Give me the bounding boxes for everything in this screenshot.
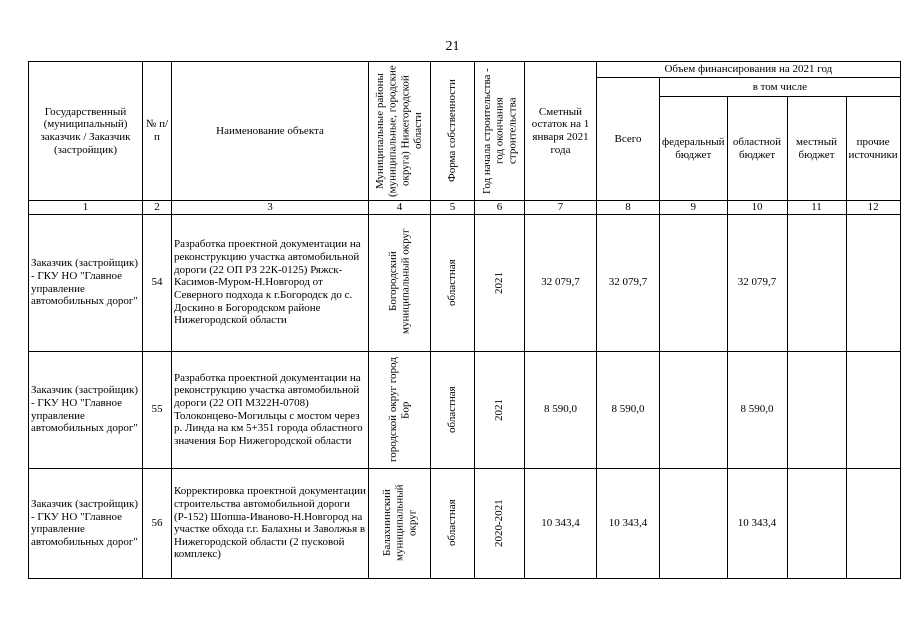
column-number-row [29, 201, 901, 215]
row-ownership: областная [431, 214, 475, 351]
header-regional: областной бюджет [727, 97, 787, 201]
row-federal [660, 351, 728, 468]
row-num: 54 [143, 214, 172, 351]
header-years: Год начала строительства - год окончания строительства [475, 62, 525, 201]
page-number: 21 [445, 39, 460, 54]
row-estimate: 32 079,7 [525, 214, 597, 351]
row-estimate: 8 590,0 [525, 351, 597, 468]
header-total: Всего [597, 78, 660, 201]
row-local [787, 468, 846, 578]
header-federal: федеральный бюджет [660, 97, 728, 201]
row-local [787, 214, 846, 351]
column-number: 8 [597, 201, 660, 215]
row-num: 55 [143, 351, 172, 468]
header-num: № п/п [143, 62, 172, 201]
row-local [787, 351, 846, 468]
row-federal [660, 468, 728, 578]
column-number: 10 [727, 201, 787, 215]
column-number: 9 [660, 201, 728, 215]
row-customer: Заказчик (застройщик) - ГКУ НО "Главное управление автомобильных дорог" [29, 214, 143, 351]
header-estimate: Сметный остаток на 1 января 2021 года [525, 62, 597, 201]
column-number: 1 [29, 201, 143, 215]
row-object-name: Корректировка проектной документации строительства автомобильной дороги (Р-152) Шопша-Иваново-Н.Новгород на участке обхода г.г. Балахны и Заволжья в Нижегородской области (2 пусковой комплекс) [172, 468, 369, 578]
row-total: 8 590,0 [597, 351, 660, 468]
row-customer: Заказчик (застройщик) - ГКУ НО "Главное управление автомобильных дорог" [29, 351, 143, 468]
row-total: 32 079,7 [597, 214, 660, 351]
row-object-name: Разработка проектной документации на реконструкцию участка автомобильной дороги (22 ОП М322Н-0708) Толоконцево-Могильцы с мостом через р. Линда на км 5+351 города областного значения Бор Нижегородской области [172, 351, 369, 468]
column-number: 2 [143, 201, 172, 215]
row-customer: Заказчик (застройщик) - ГКУ НО "Главное управление автомобильных дорог" [29, 468, 143, 578]
column-number: 6 [475, 201, 525, 215]
row-years: 2021 [475, 214, 525, 351]
header-funding-group: Объем финансирования на 2021 год [597, 62, 901, 78]
header-including: в том числе [660, 78, 901, 97]
row-district: городской округ город Бор [369, 351, 431, 468]
row-regional: 8 590,0 [727, 351, 787, 468]
header-local: местный бюджет [787, 97, 846, 201]
header-districts: Муниципальные районы (муниципальные, городские округа) Нижегородской области [369, 62, 431, 201]
column-number: 3 [172, 201, 369, 215]
row-num: 56 [143, 468, 172, 578]
row-estimate: 10 343,4 [525, 468, 597, 578]
row-regional: 10 343,4 [727, 468, 787, 578]
row-object-name: Разработка проектной документации на реконструкцию участка автомобильной дороги (22 ОП РЗ 22К-0125) Ряжск-Касимов-Муром-Н.Новгород от Северного подхода к г.Богородск до с. Доскино в Богородском районе Нижегородской области [172, 214, 369, 351]
header-customer: Государственный (муниципальный) заказчик / Заказчик (застройщик) [29, 62, 143, 201]
row-district: Богородский муниципальный округ [369, 214, 431, 351]
row-other [846, 468, 900, 578]
row-total: 10 343,4 [597, 468, 660, 578]
row-ownership: областная [431, 468, 475, 578]
table-row [29, 351, 901, 468]
row-federal [660, 214, 728, 351]
table-row [29, 468, 901, 578]
row-years: 2021 [475, 351, 525, 468]
row-district: Балахнинский муниципальный округ [369, 468, 431, 578]
financing-table [28, 61, 901, 579]
column-number: 12 [846, 201, 900, 215]
header-ownership: Форма собственности [431, 62, 475, 201]
row-years: 2020-2021 [475, 468, 525, 578]
header-object-name: Наименование объекта [172, 62, 369, 201]
row-other [846, 214, 900, 351]
column-number: 4 [369, 201, 431, 215]
header-other: прочие источники [846, 97, 900, 201]
column-number: 11 [787, 201, 846, 215]
row-other [846, 351, 900, 468]
row-ownership: областная [431, 351, 475, 468]
column-number: 7 [525, 201, 597, 215]
column-number: 5 [431, 201, 475, 215]
row-regional: 32 079,7 [727, 214, 787, 351]
table-row [29, 214, 901, 351]
